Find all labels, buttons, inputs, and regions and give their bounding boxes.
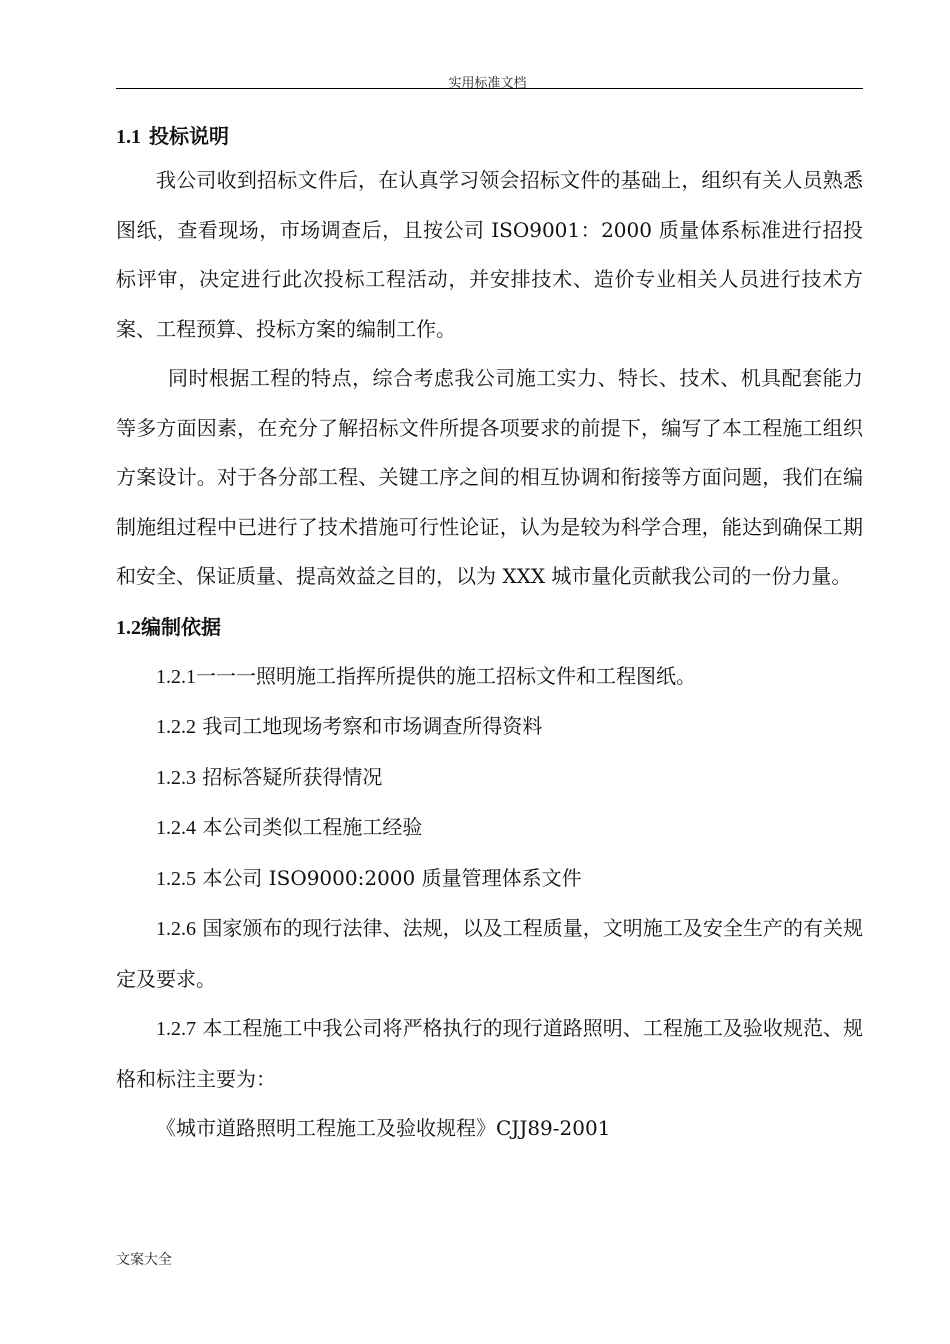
section-title: 编制依据 [141,614,221,639]
list-item [116,904,863,1004]
item-text: 国家颁布的现行法律、法规，以及工程质量，文明施工及安全生产的有关规定及要求。 [116,916,863,991]
item-number: 1.2.1 [156,665,196,688]
section-heading-1-2 [116,607,863,647]
item-number: 1.2.2 [156,716,196,738]
item-text: 本工程施工中我公司将严格执行的现行道路照明、工程施工及验收规范、规格和标注主要为： [116,1016,863,1091]
list-item [116,854,863,905]
page-header: 实用标准文档 [448,76,527,91]
section-title: 投标说明 [149,124,229,148]
list-item [116,652,863,703]
item-number: 1.2.6 [156,918,196,940]
item-text: 本公司类似工程施工经验 [196,815,423,839]
paragraph: 我公司收到招标文件后，在认真学习领会招标文件的基础上，组织有关人员熟悉图纸，查看现场，市场调查后，且按公司 ISO9001：2000 质量体系标准进行招投标评审，决定进行此次投标工程活动，并安排技术、造价专业相关人员进行技术方案、工程预算、投标方案的编制工作。 [116,168,863,341]
header-divider [116,88,863,89]
list-item [116,702,863,753]
item-number: 1.2.7 [156,1018,196,1040]
item-text: 一一一照明施工指挥所提供的施工招标文件和工程图纸。 [196,663,696,688]
item-number: 1.2.3 [156,766,196,789]
document-body [116,116,863,1154]
section-number: 1.2 [116,616,141,639]
list-item [116,1004,863,1104]
list-item [116,753,863,804]
basis-list [116,652,863,1154]
list-item [116,803,863,854]
page-footer: 文案大全 [116,1252,172,1268]
item-number: 1.2.4 [156,817,196,839]
section-heading-1-1 [116,116,863,156]
item-number: 1.2.5 [156,867,196,890]
item-text: 我司工地现场考察和市场调查所得资料 [196,714,543,738]
paragraph: 同时根据工程的特点，综合考虑我公司施工实力、特长、技术、机具配套能力等多方面因素，在充分了解招标文件所提各项要求的前提下，编写了本工程施工组织方案设计。对于各分部工程、关键工序之间的相互协调和衔接等方面问题，我们在编制施组过程中已进行了技术措施可行性论证，认为是较为科学合理，能达到确保工期和安全、保证质量、提高效益之目的，以为 XXX 城市量化贡献我公司的一份力量。 [116,366,863,588]
section-number: 1.1 [116,126,141,148]
standard-reference: 《城市道路照明工程施工及验收规程》CJJ89-2001 [156,1116,611,1140]
item-text: 本公司 ISO9000:2000 质量管理体系文件 [196,865,582,890]
item-text: 招标答疑所获得情况 [196,764,383,789]
